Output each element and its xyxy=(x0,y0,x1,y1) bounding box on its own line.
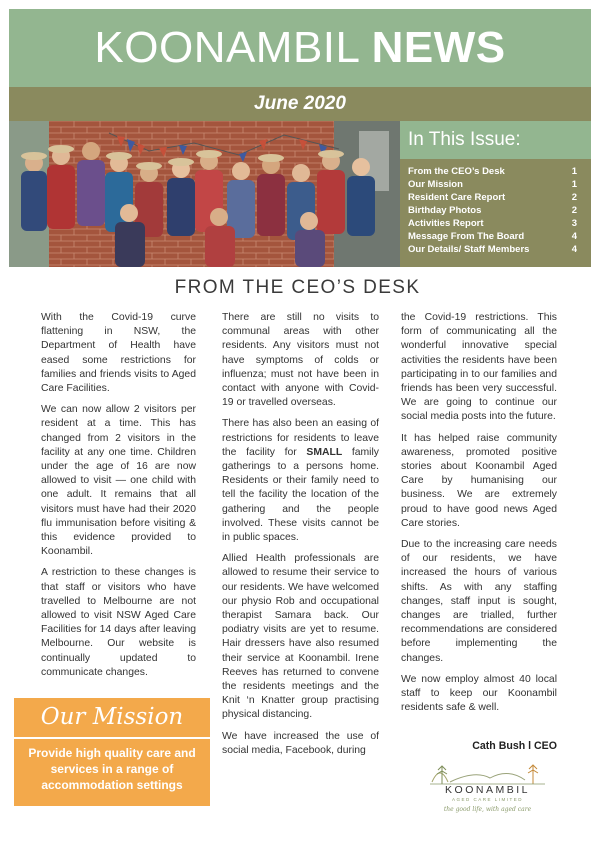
mission-title: Our Mission xyxy=(40,704,184,730)
toc-item-page: 1 xyxy=(571,179,577,190)
toc-item xyxy=(408,191,577,204)
toc-item xyxy=(408,165,577,178)
paragraph: We can now allow 2 visitors per resident at a time. This has changed from 2 visitors in the facility at any one time. Children under the age of 16 are now allowed to visit — one child with one adult. It remains that all visitors must have had their 2020 flu immunisation before visiting & this evidence provided to Koonambil. xyxy=(41,404,196,558)
table-of-contents xyxy=(400,159,591,267)
article-column-2 xyxy=(222,311,379,765)
toc-item xyxy=(408,204,577,217)
toc-item xyxy=(408,217,577,230)
mission-divider xyxy=(14,737,210,739)
toc-item-label: Our Details/ Staff Members xyxy=(408,244,530,255)
section-heading: FROM THE CEO’S DESK xyxy=(174,277,421,298)
toc-item-label: Resident Care Report xyxy=(408,192,506,203)
toc-item xyxy=(408,243,577,256)
ceo-signoff: Cath Bush l CEO xyxy=(472,740,557,752)
toc-item-label: From the CEO’s Desk xyxy=(408,166,505,177)
title-bold: NEWS xyxy=(371,23,506,72)
issue-date: June 2020 xyxy=(254,93,346,114)
paragraph: Due to the increasing care needs of our residents, we have increased the hours of various shifts. As with any staffing changes, staff input is sought, changes are trialled, further recommendations are considered before implementing the changes. xyxy=(401,539,557,664)
toc-item-page: 4 xyxy=(571,244,577,255)
paragraph-text: family gatherings to a persons home. Residents or their family need to tell the facility the location of the gathering and the people involved. These visits cannot be in public spaces. xyxy=(222,446,379,544)
masthead xyxy=(9,9,591,87)
toc-item-page: 1 xyxy=(571,166,577,177)
title-regular: KOONAMBIL xyxy=(94,23,359,72)
issue-date-band xyxy=(9,87,591,121)
logo-subtitle: AGED CARE LIMITED xyxy=(451,797,523,802)
toc-heading: In This Issue: xyxy=(408,129,521,150)
toc-item-page: 2 xyxy=(571,192,577,203)
toc-item-label: Message From The Board xyxy=(408,231,525,242)
toc-item-page: 4 xyxy=(571,231,577,242)
logo-tagline: the good life, with aged care xyxy=(443,806,532,813)
newsletter-title xyxy=(94,23,505,73)
toc-item-page: 3 xyxy=(571,218,577,229)
toc-item-label: Activities Report xyxy=(408,218,484,229)
article-column-3 xyxy=(401,311,557,722)
paragraph: We now employ almost 40 local staff to keep our Koonambil residents safe & well. xyxy=(401,673,557,714)
toc-item xyxy=(408,230,577,243)
paragraph-text: There has also been an easing of restrictions for residents to leave the facility for xyxy=(222,418,379,458)
logo-name: KOONAMBIL xyxy=(445,784,530,796)
toc-item-page: 2 xyxy=(571,205,577,216)
toc-item-label: Our Mission xyxy=(408,179,463,190)
paragraph: It has helped raise community awareness, promoted positive stories about Koonambil Aged Care by humanising our business. We are extremely proud to have good news Aged Care stories. xyxy=(401,432,557,529)
logo-landscape-icon xyxy=(420,760,555,786)
toc-heading-band xyxy=(400,121,591,159)
mission-text: Provide high quality care and services in a range of accommodation settings xyxy=(28,746,196,792)
paragraph: We have increased the use of social media, Facebook, during xyxy=(222,730,379,756)
paragraph: Allied Health professionals are allowed to resume their service to our residents. We have welcomed our physio Rob and occupational therapist Samara back. Our podiatry visits are yet to resume. Hair dressers have also resumed their service at Koonambil. Irene Reeves has returned to convene the residents meetings and the Knit ‘n Knatter group practising physical distancing. xyxy=(222,553,379,721)
toc-item-label: Birthday Photos xyxy=(408,205,482,216)
emphasis-text: SMALL xyxy=(306,446,343,458)
paragraph xyxy=(222,417,379,545)
paragraph: With the Covid-19 curve flattening in NSW, the Department of Health have eased some restrictions for families and friends visits to Aged Care Facilities. xyxy=(41,312,196,395)
koonambil-logo xyxy=(420,760,555,822)
mission-box xyxy=(14,698,210,806)
toc-item xyxy=(408,178,577,191)
paragraph: There are still no visits to communal areas with other residents. Any visitors must not have symptoms of colds or influenza; must not have been in contact with anyone with Covid-19 or travelled overseas. xyxy=(222,312,379,409)
group-photo xyxy=(9,121,400,267)
group-photo-illustration xyxy=(9,121,400,267)
article-column-1 xyxy=(41,311,196,687)
paragraph: the Covid-19 restrictions. This form of communicating all the wonderful innovative special activities the residents have been participating in to our families and friends has been very successful. We are going to continue our social media posts into the future. xyxy=(401,312,557,423)
paragraph: A restriction to these changes is that staff or visitors who have travelled to Melbourne are not allowed to visit NSW Aged Care Facilities for 14 days after leaving Melbourne. Our website is continually updated to communicate changes. xyxy=(41,567,196,678)
